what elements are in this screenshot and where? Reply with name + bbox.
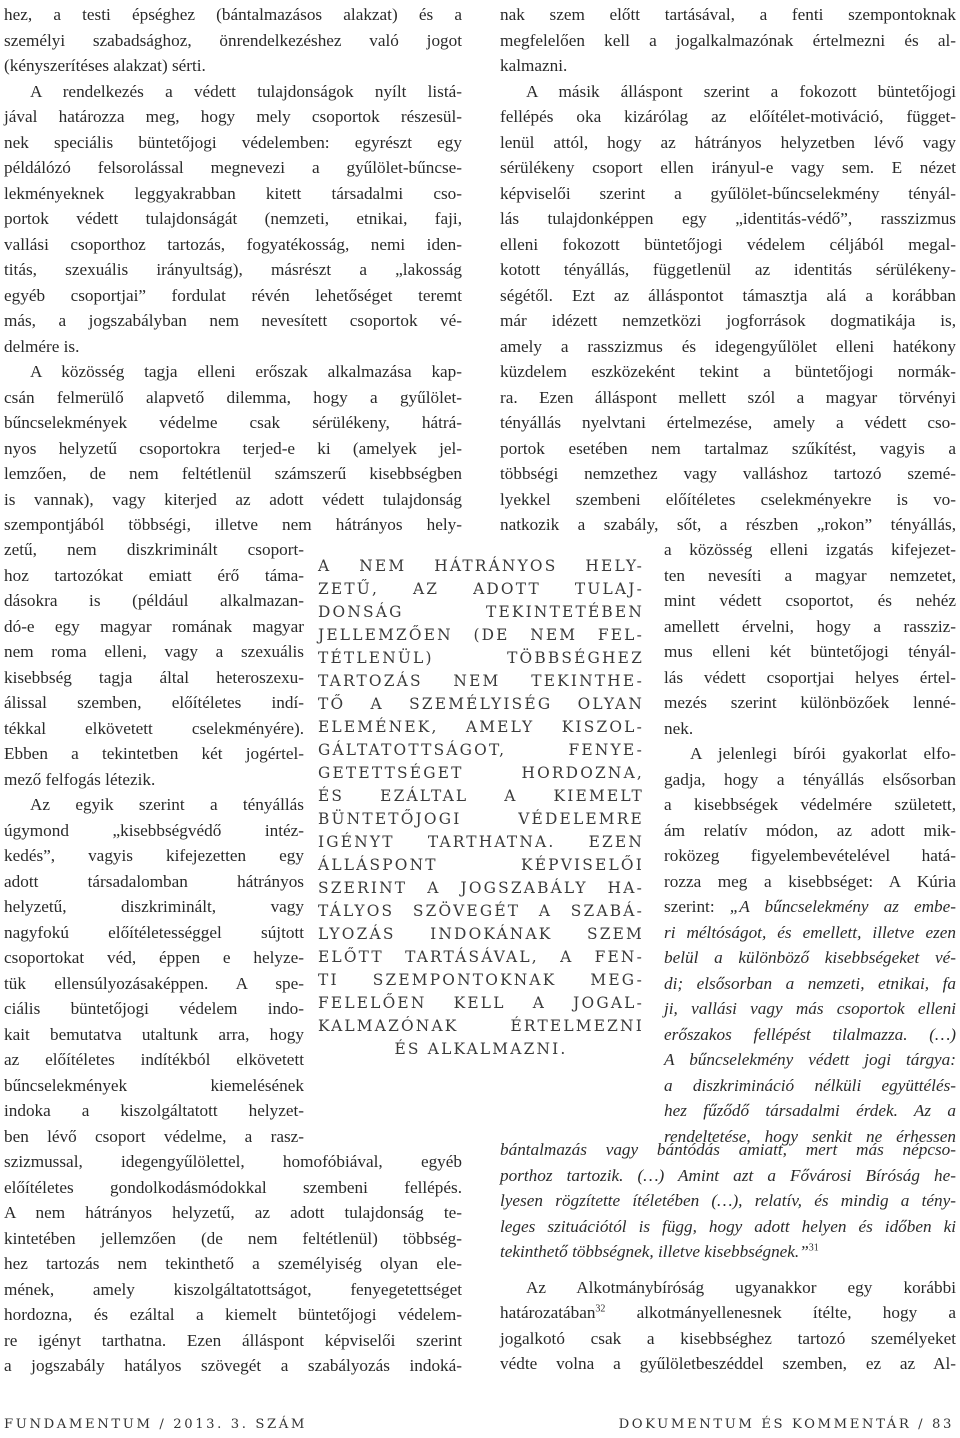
text-line — [500, 1239, 956, 1265]
left-column — [4, 2, 462, 538]
footnote-ref: 31 — [808, 1242, 819, 1254]
quote-intro: szerint: — [664, 897, 715, 916]
footer-right: DOKUMENTUM ÉS KOMMENTÁR / 83 — [618, 1417, 954, 1432]
text-line: bűncselekmények kiemelésének — [4, 1075, 304, 1095]
pull-quote-line: ELEMÉNEK, AMELY KISZOL- — [318, 718, 644, 736]
pull-quote-line: FELELŐEN KELL A JOGAL- — [318, 994, 644, 1012]
text-line: mének, amely kiszolgáltatottságot, fenyegetettséget — [4, 1279, 462, 1299]
text-line: re igényt tarthatna. Ezen álláspont képviselői szerint — [4, 1330, 462, 1350]
text-line: A másik álláspont szerint a fokozott büntetőjogi — [526, 81, 956, 101]
text-line: A rendelkezés a védett tulajdonságok nyílt listá- — [30, 81, 462, 101]
text-line: mezés szerint különbözőek lenné- — [664, 693, 956, 712]
text-line: dásokra is (például alkalmazan- — [4, 591, 304, 610]
text-line: nak szem előtt tartásával, a fenti szempontoknak — [500, 5, 956, 24]
text-line: már idézett nemzetközi jogforrások dogmatikája is, — [500, 311, 956, 330]
pull-quote-line: GETETTSÉGET HORDOZNA, — [318, 764, 644, 782]
text-line — [500, 1300, 956, 1326]
pull-quote-line: GÁLTATOTTSÁGOT, FENYE- — [318, 741, 644, 759]
pull-quote-line: LYOZÁS INDOKÁNAK SZEM — [318, 925, 644, 943]
text-line: kedés”, vagyis kifejezetten egy — [4, 846, 304, 865]
text-line: A nem hátrányos helyzetű, az adott tulajdonság te- — [4, 1203, 462, 1222]
text-line: vallási csoporthoz tartozás, fogyatékosság, nemi iden- — [4, 234, 462, 254]
text-line: sérülékeny csoport ellen irányul-e vagy sem. E nézet — [500, 158, 956, 177]
text-line: lás tulajdonképpen egy „identitás-védő”, rasszizmus — [500, 209, 956, 228]
text-line: mus elleni két büntetőjogi tényál- — [664, 642, 956, 661]
pull-quote-line: ELŐTT TARTÁSÁVAL, A FEN- — [318, 948, 644, 966]
pull-quote-line: SZERINT A JOGSZABÁLY HA- — [318, 879, 644, 897]
text-line: példálózó felsorolással megnevezi a gyűlölet-bűncse- — [4, 158, 462, 177]
text-line: tényállás nyelvtani értelmezése, amely a védett cso- — [500, 413, 956, 432]
text-line: egyéb csoportjai” fordulat révén lehetőséget teremt — [4, 285, 462, 305]
quote-line: di; elsősorban a nemzeti, etnikai, fa — [664, 973, 956, 993]
quote-line: porthoz tartozik. (…) Amint azt a Fővárosi Bíróság he- — [500, 1165, 956, 1185]
text-line: nem roma elleni, vagy a szexuális — [4, 642, 304, 661]
text-line: elleni fokozott büntetőjogi védelem céljából megal- — [500, 234, 956, 254]
pull-quote — [318, 555, 644, 1061]
quote-line: ji, vallási vagy más csoportok elleni — [664, 999, 956, 1018]
text-line: mint védett csoportot, és nehéz — [664, 591, 956, 610]
pull-quote-line: JELLEMZŐEN (DE NEM FEL- — [318, 626, 644, 644]
text-line: indoka a kiszolgáltatott helyzet- — [4, 1101, 304, 1120]
text-line: ten nevesíti a magyar nemzetet, — [664, 565, 956, 585]
quote-line: erőszakos fellépést tilalmazza. (…) — [664, 1024, 956, 1044]
quote-text: „A bűncselekmény az embe- — [729, 897, 956, 916]
pull-quote-line: TŐ A SZEMÉLYISÉG OLYAN — [318, 695, 644, 713]
pull-quote-line: ZETŰ, AZ ADOTT TULAJ- — [318, 580, 644, 598]
text-line: ben lévő csoport védelme, a rasz- — [4, 1126, 304, 1146]
text-line: amellett érvelni, hogy a rassziz- — [664, 616, 956, 636]
text-line: natkozik a szabály, sőt, a részben „rokon” tényállás, — [500, 515, 956, 534]
text-line: hez, a testi épséghez (bántalmazásos alakzat) és a — [4, 5, 462, 24]
text-line: előítéletes gondolkodásmódokkal szembeni fellépés. — [4, 1177, 462, 1197]
pull-quote-line: TÁLYOS SZÖVEGÉT A SZABÁ- — [318, 902, 644, 920]
text-line: portok védett tulajdonságát (nemzeti, etnikai, faji, — [4, 209, 462, 228]
text-line: tékkal elkövetett cselekményére). — [4, 718, 304, 738]
text-line: Az egyik szerint a tényállás — [30, 795, 304, 814]
quote-line: bántalmazás vagy bántódás amiatt, mert más népcso- — [500, 1140, 956, 1159]
footnote-ref: 32 — [595, 1303, 606, 1315]
pull-quote-line: ÁLLÁSPONT KÉPVISELŐI — [318, 856, 644, 874]
text-line: kisebbség tagja által heteroszexu- — [4, 667, 304, 687]
text-line: hordozna, és ezáltal a kiemelt büntetőjogi védelem- — [4, 1305, 462, 1324]
text-line: többségi nemzethez vagy valláshoz tartozó szemé- — [500, 464, 956, 483]
text-line: nek speciális büntetőjogi védelemben: egyrészt egy — [4, 132, 462, 152]
pull-quote-line: TARTOZÁS NEM TEKINTHE- — [318, 672, 644, 690]
text-line: csoportokat véd, éppen e helyze- — [4, 948, 304, 967]
text-line: a közösség elleni izgatás kifejezet- — [664, 540, 956, 559]
text-line: ám relatív módon, az adott mik- — [664, 820, 956, 840]
quote-line: leges szituációtól is függ, hogy adott helyen és időben ki — [500, 1216, 956, 1236]
quote-end: tekinthető többségnek, illetve kisebbségnek.” — [500, 1242, 809, 1261]
text-line: személyi szabadsághoz, önrendelkezéshez való jogot — [4, 30, 462, 50]
text-line: zetű, nem diszkriminált csoport- — [4, 540, 304, 559]
pull-quote-line: BÜNTETŐJOGI VÉDELEMRE — [318, 810, 644, 828]
quote-line: lyesen rögzítette ítéletében (…), relatív, és mindig a tény- — [500, 1191, 956, 1210]
text-line: dó-e egy magyar romának magyar — [4, 616, 304, 636]
left-column-bottom — [4, 1149, 462, 1379]
text-line: küzdelem eszközeként tekint a büntetőjogi normák- — [500, 362, 956, 381]
text-line: kalmazni. — [500, 56, 568, 75]
quote-line: rendeltetése, hogy senkit ne érhessen — [664, 1126, 956, 1146]
text-line: lenül attól, hogy az hátrányos helyzetben lévő vagy — [500, 132, 956, 152]
text-line: jogalkotó csak a kisebbséghez tartozó személyeket — [500, 1328, 956, 1348]
right-column-narrow — [664, 537, 956, 1149]
pull-quote-line: TI SZEMPONTOKNAK MEG- — [318, 971, 644, 989]
text-line: lemzően, de nem feltétlenül számszerű kisebbségben — [4, 464, 462, 483]
pull-quote-line: ÉS ALKALMAZNI. — [394, 1040, 568, 1058]
text-line: ra. Ezen álláspont mellett szól a magyar törvényi — [500, 387, 956, 407]
pull-quote-line: IGÉNYT TARTHATNA. EZEN — [318, 833, 644, 851]
text-line: szizmussal, idegengyűlölettel, homofóbiával, egyéb — [4, 1152, 462, 1171]
text-line: mező felfogás létezik. — [4, 769, 156, 789]
text-line: Ebben a tekintetben két jogértel- — [4, 744, 304, 763]
text-line: A jelenlegi bírói gyakorlat elfo- — [690, 744, 956, 763]
inline-text: alkotmányellenesnek ítélte, hogy a — [605, 1303, 956, 1322]
text-line: nyos helyzetű csoportokra terjed-e ki (amelyek jel- — [4, 438, 462, 458]
quote-line: a diszkrimináció nélküli együttélés- — [664, 1075, 956, 1095]
text-line: helyzetű, diszkriminált, vagy — [4, 897, 304, 916]
quote-line: hez fűződő társadalmi érdek. Az a — [664, 1101, 956, 1120]
pull-quote-line: DONSÁG TEKINTETÉBEN — [318, 603, 644, 621]
inline-text: határozatában — [500, 1303, 596, 1322]
text-line: megfelelően kell a jogalkalmazónak értelmezni és al- — [500, 30, 956, 50]
quote-line: ri méltóságot, és emellett, illetve ezen — [664, 922, 956, 942]
text-line: portok esetében nem tartalmaz szűkítést, vagyis a — [500, 438, 956, 458]
text-line: lás védett csoportjai helyes értel- — [664, 667, 956, 687]
text-line: lyekkel szembeni előítéletes cselekményekre is vo- — [500, 489, 956, 509]
text-line: rozza meg a kisebbséget: A Kúria — [664, 871, 956, 891]
text-line: titás, szexuális irányultság), másrészt a „lakosság — [4, 260, 462, 279]
footer-left: FUNDAMENTUM / 2013. 3. SZÁM — [4, 1417, 307, 1432]
text-line: úgymond „kisebbségvédő intéz- — [4, 820, 304, 840]
quote-line: A bűncselekmény védett jogi tárgya: — [664, 1050, 956, 1069]
text-line: nagyfokú előítéletességgel sújtott — [4, 922, 304, 942]
text-line: fellépés oka kizárólag az előítélet-motiváció, függet- — [500, 107, 956, 126]
quote-line: belül a különböző kisebbségeket vé- — [664, 948, 956, 967]
text-line: hoz tartozókat emiatt érő táma- — [4, 565, 304, 585]
text-line: is vannak), vagy kiterjed az adott védett tulajdonság — [4, 489, 462, 509]
text-line: (kényszerítéses alakzat) sérti. — [4, 56, 206, 75]
text-line — [664, 894, 956, 920]
pull-quote-line: A NEM HÁTRÁNYOS HELY- — [318, 557, 644, 575]
text-line: csán felmerülő alapvető dilemma, hogy a gyűlölet- — [4, 387, 462, 407]
text-line: tük ellensúlyozásaképpen. A spe- — [4, 973, 304, 993]
text-line: Az Alkotmánybíróság ugyanakkor egy korábbi — [526, 1277, 956, 1297]
text-line: ciális büntetőjogi védelem indo- — [4, 999, 304, 1018]
text-line: az előítéletes indítékból elkövetett — [4, 1050, 304, 1069]
pull-quote-line: ÉS EZÁLTAL A KIEMELT — [318, 787, 644, 805]
pull-quote-line: TÉTLENÜL) TÖBBSÉGHEZ — [318, 649, 644, 667]
text-line: jával határozza meg, hogy mely csoportok részesül- — [4, 107, 462, 126]
text-line: más, a jogszabályban nem nevesített csoportok vé- — [4, 311, 462, 330]
text-line: képviselői szerint a gyűlölet-bűncselekmény tényál- — [500, 183, 956, 203]
text-line: álissal szemben, előítéletes indí- — [4, 693, 304, 712]
text-line: kait bemutatva utaltunk arra, hogy — [4, 1024, 304, 1044]
text-line: ségétől. Ezt az álláspontot támasztja alá a korábban — [500, 285, 956, 305]
right-column-bottom — [500, 1137, 956, 1377]
text-line: hez tartozás nem tekinthető a személyiség olyan ele- — [4, 1254, 462, 1273]
right-column — [500, 2, 956, 538]
text-line: kintetében jellemzően (de nem feltétlenül) többség- — [4, 1228, 462, 1248]
text-line: védte volna a gyűlöletbeszéddel szemben, ez az Al- — [500, 1354, 956, 1373]
pull-quote-line: KALMAZÓNAK ÉRTELMEZNI — [318, 1017, 644, 1035]
text-line: delmére is. — [4, 336, 80, 356]
text-line: nek. — [664, 718, 694, 738]
text-line: kotott tényállás, függetlenül az identitás sérülékeny- — [500, 260, 956, 279]
text-line: amely a rasszizmus és idegengyűlölet elleni hatékony — [500, 336, 956, 356]
text-line: bűncselekmények védelme csak sérülékeny, hátrá- — [4, 413, 462, 432]
left-column-narrow — [4, 537, 304, 1149]
text-line: gadja, hogy a tényállás elsősorban — [664, 769, 956, 789]
text-line: adott társadalomban hátrányos — [4, 871, 304, 891]
text-line: lekményeknek leggyakrabban kitett társadalmi cso- — [4, 183, 462, 203]
text-line: roközeg figyelembevételével hatá- — [664, 846, 956, 865]
text-line: a jogszabály hatályos szövegét a szabályozás indoká- — [4, 1356, 462, 1375]
text-line: szempontjából többségi, illetve nem hátrányos hely- — [4, 515, 462, 534]
text-line: a kisebbségek védelmére született, — [664, 795, 956, 814]
text-line: A közösség tagja elleni erőszak alkalmazása kap- — [30, 362, 462, 381]
